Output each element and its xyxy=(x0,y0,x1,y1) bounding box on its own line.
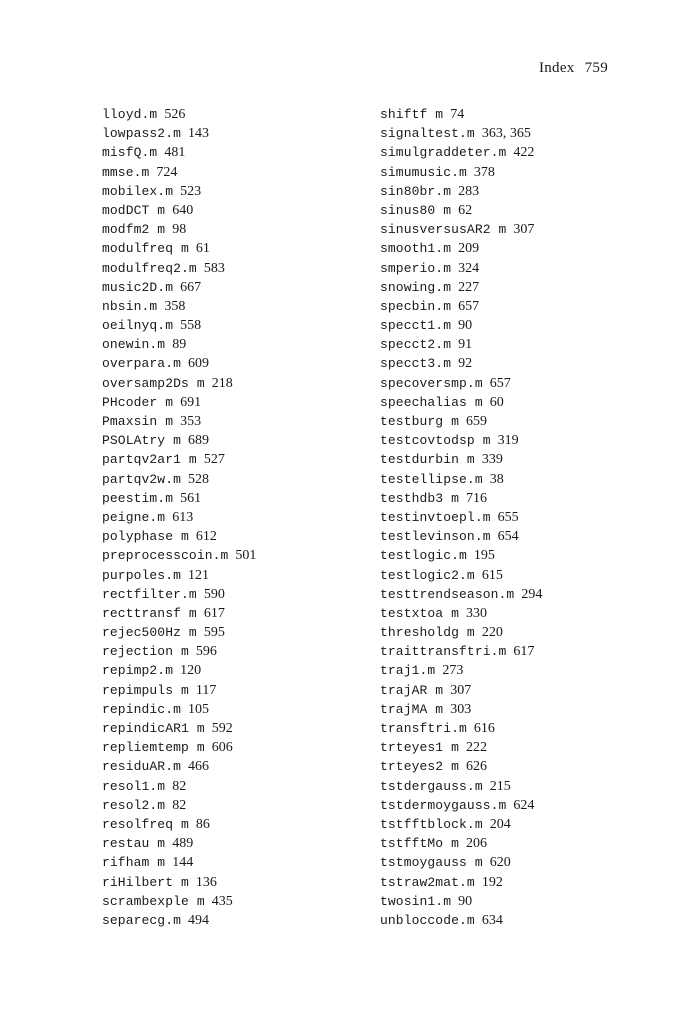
index-entry xyxy=(102,872,256,891)
entry-filename: rectfilter.m xyxy=(102,586,197,602)
index-entry xyxy=(380,258,542,277)
entry-filename: testlevinson.m xyxy=(380,529,491,545)
index-entry xyxy=(102,776,256,795)
entry-filename: specct3.m xyxy=(380,356,452,372)
index-entry xyxy=(380,565,542,584)
entry-page-refs: 583 xyxy=(203,260,225,276)
entry-page-refs: 523 xyxy=(180,183,202,199)
entry-filename: PSOLAtry m xyxy=(102,433,182,449)
entry-page-refs: 655 xyxy=(497,509,519,525)
entry-page-refs: 435 xyxy=(211,893,233,909)
index-entry xyxy=(102,545,256,564)
entry-page-refs: 105 xyxy=(188,701,210,717)
entry-page-refs: 195 xyxy=(473,548,495,564)
index-entry xyxy=(102,622,256,641)
entry-page-refs: 330 xyxy=(466,605,488,621)
index-entry xyxy=(102,353,256,372)
index-entry xyxy=(102,104,256,123)
entry-filename: testhdb3 m xyxy=(380,490,460,506)
entry-page-refs: 91 xyxy=(458,337,473,353)
index-entry xyxy=(102,162,256,181)
entry-page-refs: 222 xyxy=(466,740,488,756)
index-entry xyxy=(102,334,256,353)
index-entry xyxy=(380,392,542,411)
entry-filename: resolfreq m xyxy=(102,816,189,832)
entry-filename: rifham m xyxy=(102,855,166,871)
entry-filename: repimpuls m xyxy=(102,682,189,698)
index-entry xyxy=(380,449,542,468)
entry-filename: lowpass2.m xyxy=(102,126,182,142)
entry-filename: trajAR m xyxy=(380,682,444,698)
entry-page-refs: 716 xyxy=(466,490,488,506)
entry-filename: modulfreq m xyxy=(102,241,189,257)
index-entry xyxy=(380,181,542,200)
index-entry xyxy=(102,641,256,660)
entry-page-refs: 89 xyxy=(172,337,187,353)
index-entry xyxy=(380,200,542,219)
index-entry xyxy=(102,756,256,775)
index-entry xyxy=(102,833,256,852)
index-entry xyxy=(380,872,542,891)
entry-filename: partqv2ar1 m xyxy=(102,452,197,468)
entry-filename: onewin.m xyxy=(102,337,166,353)
entry-filename: speechalias m xyxy=(380,394,483,410)
index-entry xyxy=(380,411,542,430)
entry-page-refs: 273 xyxy=(442,663,464,679)
entry-page-refs: 617 xyxy=(203,605,225,621)
entry-filename: testxtoa m xyxy=(380,605,460,621)
entry-page-refs: 592 xyxy=(211,721,233,736)
entry-filename: sinus80 m xyxy=(380,202,452,218)
entry-filename: oeilnyq.m xyxy=(102,318,174,334)
entry-page-refs: 481 xyxy=(164,145,186,161)
index-entry xyxy=(380,699,542,718)
index-entry xyxy=(380,430,542,449)
entry-filename: tstdergauss.m xyxy=(380,778,483,794)
entry-page-refs: 590 xyxy=(203,586,225,602)
entry-filename: tstraw2mat.m xyxy=(380,874,475,890)
entry-page-refs: 307 xyxy=(450,682,472,698)
entry-page-refs: 667 xyxy=(180,279,202,295)
entry-page-refs: 626 xyxy=(466,759,488,775)
entry-filename: testtrendseason.m xyxy=(380,586,515,602)
index-entry xyxy=(380,296,542,315)
entry-page-refs: 494 xyxy=(188,912,210,928)
entry-filename: overpara.m xyxy=(102,356,182,372)
entry-filename: signaltest.m xyxy=(380,126,475,142)
entry-page-refs: 489 xyxy=(172,836,194,852)
index-entry xyxy=(102,507,256,526)
index-entry xyxy=(102,392,256,411)
entry-page-refs: 215 xyxy=(489,778,511,794)
entry-page-refs: 218 xyxy=(211,375,233,391)
index-entry xyxy=(102,891,256,910)
index-entry xyxy=(102,526,256,545)
entry-filename: testdurbin m xyxy=(380,452,475,468)
index-entry xyxy=(380,373,542,392)
entry-filename: trteyes1 m xyxy=(380,740,460,756)
entry-filename: music2D.m xyxy=(102,279,174,295)
index-entry xyxy=(102,430,256,449)
index-entry xyxy=(380,622,542,641)
entry-filename: trteyes2 m xyxy=(380,759,460,775)
index-entry xyxy=(102,814,256,833)
entry-filename: recttransf m xyxy=(102,605,197,621)
entry-page-refs: 620 xyxy=(489,855,511,871)
entry-page-refs: 613 xyxy=(172,509,194,525)
entry-filename: tstfftMo m xyxy=(380,836,460,852)
index-entry xyxy=(380,162,542,181)
entry-filename: testellipse.m xyxy=(380,471,483,487)
entry-page-refs: 136 xyxy=(195,874,217,890)
entry-page-refs: 624 xyxy=(513,797,535,813)
index-entry xyxy=(102,373,256,392)
index-entry xyxy=(380,277,542,296)
entry-page-refs: 319 xyxy=(497,433,519,449)
entry-filename: specct1.m xyxy=(380,318,452,334)
entry-page-refs: 38 xyxy=(489,471,504,487)
entry-filename: transftri.m xyxy=(380,721,467,736)
index-entry xyxy=(380,852,542,871)
entry-filename: sinusversusAR2 m xyxy=(380,222,507,238)
index-entry xyxy=(380,545,542,564)
entry-page-refs: 204 xyxy=(489,816,511,832)
entry-filename: twosin1.m xyxy=(380,893,452,909)
entry-page-refs: 724 xyxy=(156,164,178,180)
entry-filename: testlogic2.m xyxy=(380,567,475,583)
index-entry xyxy=(380,238,542,257)
entry-page-refs: 120 xyxy=(180,663,202,679)
index-entry xyxy=(380,756,542,775)
entry-page-refs: 98 xyxy=(172,222,187,238)
entry-page-refs: 689 xyxy=(188,433,210,449)
entry-filename: repindic.m xyxy=(102,701,182,717)
index-entry xyxy=(102,680,256,699)
index-entry xyxy=(380,142,542,161)
entry-page-refs: 92 xyxy=(458,356,473,372)
index-entry xyxy=(102,181,256,200)
entry-filename: simumusic.m xyxy=(380,164,467,180)
entry-filename: sin80br.m xyxy=(380,183,452,199)
index-entry xyxy=(102,469,256,488)
entry-page-refs: 117 xyxy=(195,682,217,698)
entry-filename: misfQ.m xyxy=(102,145,158,161)
index-entry xyxy=(380,910,542,929)
entry-filename: repindicAR1 m xyxy=(102,721,205,736)
entry-page-refs: 561 xyxy=(180,490,202,506)
entry-filename: testinvtoepl.m xyxy=(380,509,491,525)
entry-page-refs: 192 xyxy=(481,874,503,890)
entry-filename: oversamp2Ds m xyxy=(102,375,205,391)
index-entry xyxy=(102,142,256,161)
entry-filename: traittransftri.m xyxy=(380,644,507,660)
index-entry xyxy=(102,315,256,334)
entry-filename: smooth1.m xyxy=(380,241,452,257)
entry-page-refs: 283 xyxy=(458,183,480,199)
index-entry xyxy=(380,680,542,699)
entry-page-refs: 324 xyxy=(458,260,480,276)
entry-filename: smperio.m xyxy=(380,260,452,276)
entry-filename: separecg.m xyxy=(102,912,182,928)
entry-filename: repliemtemp m xyxy=(102,740,205,756)
entry-filename: lloyd.m xyxy=(102,107,158,122)
entry-filename: resol1.m xyxy=(102,778,166,794)
index-entry xyxy=(102,296,256,315)
entry-page-refs: 527 xyxy=(203,452,225,468)
entry-page-refs: 596 xyxy=(195,644,217,660)
entry-filename: partqv2w.m xyxy=(102,471,182,487)
entry-filename: specbin.m xyxy=(380,298,452,314)
entry-page-refs: 422 xyxy=(513,145,535,161)
entry-page-refs: 86 xyxy=(195,816,210,832)
entry-filename: resol2.m xyxy=(102,797,166,813)
index-entry xyxy=(102,238,256,257)
entry-filename: testburg m xyxy=(380,414,460,429)
entry-filename: modulfreq2.m xyxy=(102,260,197,276)
entry-page-refs: 617 xyxy=(513,644,535,660)
index-entry xyxy=(102,584,256,603)
index-entry xyxy=(380,526,542,545)
entry-filename: mmse.m xyxy=(102,164,150,180)
entry-filename: riHilbert m xyxy=(102,874,189,890)
page-number: 759 xyxy=(584,60,608,76)
entry-page-refs: 353 xyxy=(180,414,202,429)
index-entry xyxy=(380,718,542,737)
index-entry xyxy=(380,469,542,488)
entry-page-refs: 558 xyxy=(180,318,202,334)
index-entry xyxy=(102,852,256,871)
entry-filename: tstdermoygauss.m xyxy=(380,797,507,813)
running-header-label: Index xyxy=(538,60,575,76)
entry-filename: tstmoygauss m xyxy=(380,855,483,871)
index-entry xyxy=(380,488,542,507)
entry-filename: Pmaxsin m xyxy=(102,414,174,429)
index-entry xyxy=(102,565,256,584)
entry-filename: restau m xyxy=(102,836,166,852)
entry-filename: modDCT m xyxy=(102,202,166,218)
index-entry xyxy=(102,219,256,238)
entry-page-refs: 595 xyxy=(203,625,225,641)
entry-filename: snowing.m xyxy=(380,279,452,295)
entry-page-refs: 143 xyxy=(188,126,210,142)
index-entry xyxy=(380,507,542,526)
entry-page-refs: 209 xyxy=(458,241,480,257)
entry-page-refs: 227 xyxy=(458,279,480,295)
entry-filename: peestim.m xyxy=(102,490,174,506)
entry-page-refs: 640 xyxy=(172,202,194,218)
index-entry xyxy=(380,833,542,852)
entry-page-refs: 307 xyxy=(513,222,535,238)
entry-page-refs: 378 xyxy=(473,164,495,180)
entry-filename: purpoles.m xyxy=(102,567,182,583)
index-entry xyxy=(380,737,542,756)
entry-page-refs: 616 xyxy=(473,721,495,736)
entry-page-refs: 606 xyxy=(211,740,233,756)
entry-filename: repimp2.m xyxy=(102,663,174,679)
index-entry xyxy=(102,699,256,718)
entry-filename: polyphase m xyxy=(102,529,189,545)
index-entry xyxy=(102,795,256,814)
entry-page-refs: 90 xyxy=(458,893,473,909)
entry-page-refs: 144 xyxy=(172,855,194,871)
index-entry xyxy=(102,737,256,756)
entry-filename: rejection m xyxy=(102,644,189,660)
index-entry xyxy=(380,776,542,795)
index-entry xyxy=(380,334,542,353)
entry-page-refs: 612 xyxy=(195,529,217,545)
entry-filename: peigne.m xyxy=(102,509,166,525)
entry-page-refs: 501 xyxy=(235,548,257,564)
entry-page-refs: 691 xyxy=(180,394,202,410)
index-entry xyxy=(102,603,256,622)
entry-filename: PHcoder m xyxy=(102,394,174,410)
entry-page-refs: 339 xyxy=(481,452,503,468)
entry-page-refs: 121 xyxy=(188,567,210,583)
entry-filename: testcovtodsp m xyxy=(380,433,491,449)
index-entry xyxy=(102,488,256,507)
entry-filename: scrambexple m xyxy=(102,893,205,909)
entry-filename: thresholdg m xyxy=(380,625,475,641)
entry-filename: specoversmp.m xyxy=(380,375,483,391)
entry-filename: shiftf m xyxy=(380,107,444,122)
index-entry xyxy=(102,910,256,929)
entry-filename: specct2.m xyxy=(380,337,452,353)
index-entry xyxy=(380,584,542,603)
index-entry xyxy=(102,200,256,219)
entry-page-refs: 220 xyxy=(481,625,503,641)
index-column-left xyxy=(102,104,256,929)
entry-page-refs: 363, 365 xyxy=(481,126,531,142)
entry-filename: trajMA m xyxy=(380,701,444,717)
entry-page-refs: 90 xyxy=(458,318,473,334)
index-entry xyxy=(380,353,542,372)
index-entry xyxy=(380,219,542,238)
entry-page-refs: 609 xyxy=(188,356,210,372)
entry-page-refs: 615 xyxy=(481,567,503,583)
entry-page-refs: 74 xyxy=(450,107,465,122)
index-entry xyxy=(380,660,542,679)
entry-filename: rejec500Hz m xyxy=(102,625,197,641)
entry-filename: tstfftblock.m xyxy=(380,816,483,832)
index-entry xyxy=(102,411,256,430)
entry-page-refs: 303 xyxy=(450,701,472,717)
entry-filename: nbsin.m xyxy=(102,298,158,314)
entry-page-refs: 82 xyxy=(172,797,187,813)
entry-page-refs: 294 xyxy=(521,586,543,602)
entry-page-refs: 466 xyxy=(188,759,210,775)
index-entry xyxy=(380,891,542,910)
entry-page-refs: 358 xyxy=(164,298,186,314)
index-entry xyxy=(380,795,542,814)
entry-filename: traj1.m xyxy=(380,663,436,679)
index-entry xyxy=(102,258,256,277)
index-entry xyxy=(102,718,256,737)
index-column-right xyxy=(380,104,542,929)
entry-page-refs: 634 xyxy=(481,912,503,928)
index-entry xyxy=(380,123,542,142)
index-entry xyxy=(102,123,256,142)
index-entry xyxy=(380,641,542,660)
index-entry xyxy=(102,277,256,296)
index-entry xyxy=(380,603,542,622)
entry-filename: residuAR.m xyxy=(102,759,182,775)
index-entry xyxy=(102,660,256,679)
entry-page-refs: 60 xyxy=(489,394,504,410)
index-entry xyxy=(102,449,256,468)
entry-filename: modfm2 m xyxy=(102,222,166,238)
entry-filename: simulgraddeter.m xyxy=(380,145,507,161)
entry-filename: testlogic.m xyxy=(380,548,467,564)
entry-filename: preprocesscoin.m xyxy=(102,548,229,564)
index-entry xyxy=(380,814,542,833)
entry-page-refs: 61 xyxy=(195,241,210,257)
entry-page-refs: 528 xyxy=(188,471,210,487)
index-entry xyxy=(380,315,542,334)
entry-page-refs: 659 xyxy=(466,414,488,429)
entry-page-refs: 526 xyxy=(164,107,186,122)
entry-page-refs: 206 xyxy=(466,836,488,852)
entry-page-refs: 657 xyxy=(489,375,511,391)
entry-filename: unbloccode.m xyxy=(380,912,475,928)
index-entry xyxy=(380,104,542,123)
entry-filename: mobilex.m xyxy=(102,183,174,199)
entry-page-refs: 654 xyxy=(497,529,519,545)
entry-page-refs: 82 xyxy=(172,778,187,794)
entry-page-refs: 657 xyxy=(458,298,480,314)
running-header xyxy=(539,60,608,77)
entry-page-refs: 62 xyxy=(458,202,473,218)
